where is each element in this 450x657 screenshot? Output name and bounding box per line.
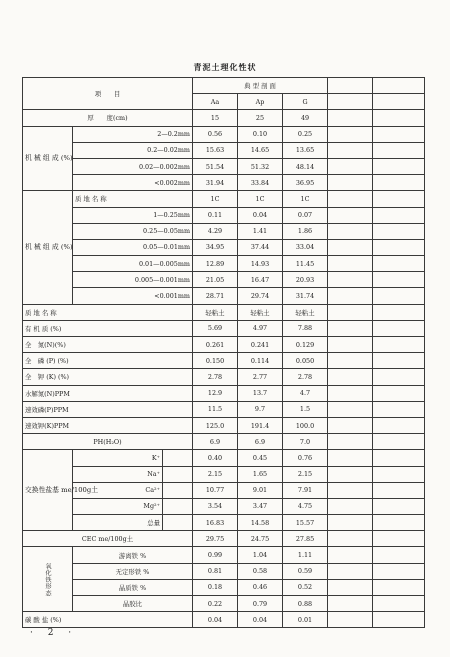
blank-cell xyxy=(373,239,425,255)
blank-cell xyxy=(328,78,373,94)
blank-cell xyxy=(373,547,425,563)
blank-cell xyxy=(328,385,373,401)
row-label: K⁺ xyxy=(73,450,163,466)
header-profile: 典 型 剖 面 xyxy=(193,78,328,94)
value-g: 0.129 xyxy=(283,337,328,353)
blank-cell xyxy=(328,369,373,385)
value-ap: 轻粘土 xyxy=(238,304,283,320)
table-row xyxy=(23,466,425,482)
table-row xyxy=(23,369,425,385)
row-label: 0.2—0.02mm xyxy=(73,142,193,158)
row-label: 2—0.2mm xyxy=(73,126,193,142)
blank-cell xyxy=(328,515,373,531)
blank-cell xyxy=(373,531,425,547)
value-g: 4.7 xyxy=(283,385,328,401)
row-label: 全 磷 (P) (%) xyxy=(23,353,193,369)
row-label: 全 氮(N)(%) xyxy=(23,337,193,353)
value-aa: 15 xyxy=(193,110,238,126)
value-g: 49 xyxy=(283,110,328,126)
value-aa: 0.150 xyxy=(193,353,238,369)
value-aa: 0.99 xyxy=(193,547,238,563)
row-label: 速效磷(P)PPM xyxy=(23,401,193,417)
value-aa: 12.89 xyxy=(193,256,238,272)
blank-cell xyxy=(328,256,373,272)
value-aa: 31.94 xyxy=(193,175,238,191)
blank-cell xyxy=(373,579,425,595)
value-ap: 1C xyxy=(238,191,283,207)
value-aa: 0.22 xyxy=(193,596,238,612)
value-g: 36.95 xyxy=(283,175,328,191)
table-row xyxy=(23,563,425,579)
value-ap: 0.241 xyxy=(238,337,283,353)
value-g: 7.0 xyxy=(283,434,328,450)
value-ap: 0.46 xyxy=(238,579,283,595)
blank-cell xyxy=(373,401,425,417)
blank-cell xyxy=(373,466,425,482)
blank-cell xyxy=(163,466,193,482)
blank-cell xyxy=(373,158,425,174)
value-ap: 1.41 xyxy=(238,223,283,239)
value-ap: 14.58 xyxy=(238,515,283,531)
value-ap: 1.04 xyxy=(238,547,283,563)
row-label: 1—0.25mm xyxy=(73,207,193,223)
value-aa: 5.69 xyxy=(193,320,238,336)
blank-cell xyxy=(328,596,373,612)
blank-cell xyxy=(373,272,425,288)
value-g: 0.25 xyxy=(283,126,328,142)
value-g: 2.15 xyxy=(283,466,328,482)
table-row xyxy=(23,579,425,595)
row-label: Mg²⁺ xyxy=(73,498,163,514)
row-label: 速效钾(K)PPM xyxy=(23,417,193,433)
blank-cell xyxy=(373,320,425,336)
row-label: 晶胶比 xyxy=(73,596,193,612)
blank-cell xyxy=(328,207,373,223)
blank-cell xyxy=(328,417,373,433)
blank-cell xyxy=(373,256,425,272)
table-row xyxy=(23,612,425,628)
blank-cell xyxy=(373,498,425,514)
profile-ap: Ap xyxy=(238,94,283,110)
table-row xyxy=(23,142,425,158)
blank-cell xyxy=(373,304,425,320)
row-label: 0.25—0.05mm xyxy=(73,223,193,239)
blank-cell xyxy=(328,498,373,514)
group-mechanical-2: 机 械 组 成 (%) xyxy=(23,191,73,304)
value-g: 100.0 xyxy=(283,417,328,433)
value-g: 7.91 xyxy=(283,482,328,498)
table-row xyxy=(23,450,425,466)
blank-cell xyxy=(163,482,193,498)
row-label: 晶质铁 % xyxy=(73,579,193,595)
value-g: 0.01 xyxy=(283,612,328,628)
table-row xyxy=(23,531,425,547)
value-ap: 37.44 xyxy=(238,239,283,255)
row-label: 水解氮(N)PPM xyxy=(23,385,193,401)
blank-cell xyxy=(373,78,425,94)
blank-cell xyxy=(328,175,373,191)
blank-cell xyxy=(373,482,425,498)
table-row xyxy=(23,207,425,223)
value-ap: 0.114 xyxy=(238,353,283,369)
value-ap: 24.75 xyxy=(238,531,283,547)
row-label: Na⁺ xyxy=(73,466,163,482)
page-number: · 2 · xyxy=(30,628,78,638)
blank-cell xyxy=(328,579,373,595)
table-row xyxy=(23,191,425,207)
table-row xyxy=(23,110,425,126)
blank-cell xyxy=(328,531,373,547)
value-g: 27.85 xyxy=(283,531,328,547)
row-label: 0.005—0.001mm xyxy=(73,272,193,288)
value-ap: 2.77 xyxy=(238,369,283,385)
value-aa: 0.04 xyxy=(193,612,238,628)
blank-cell xyxy=(328,239,373,255)
table-row xyxy=(23,596,425,612)
value-ap: 3.47 xyxy=(238,498,283,514)
value-g: 轻粘土 xyxy=(283,304,328,320)
value-ap: 29.74 xyxy=(238,288,283,304)
row-label: 碳 酸 盐 (%) xyxy=(23,612,193,628)
blank-cell xyxy=(328,450,373,466)
value-g: 0.07 xyxy=(283,207,328,223)
blank-cell xyxy=(373,223,425,239)
blank-cell xyxy=(328,401,373,417)
value-ap: 33.84 xyxy=(238,175,283,191)
value-ap: 0.04 xyxy=(238,207,283,223)
blank-cell xyxy=(373,612,425,628)
blank-cell xyxy=(373,385,425,401)
blank-cell xyxy=(328,191,373,207)
blank-cell xyxy=(373,142,425,158)
table-row xyxy=(23,304,425,320)
blank-cell xyxy=(328,158,373,174)
value-ap: 0.58 xyxy=(238,563,283,579)
value-aa: 0.11 xyxy=(193,207,238,223)
value-g: 0.52 xyxy=(283,579,328,595)
value-g: 0.88 xyxy=(283,596,328,612)
row-label: 厚 度(cm) xyxy=(23,110,193,126)
blank-cell xyxy=(328,142,373,158)
value-g: 20.93 xyxy=(283,272,328,288)
value-ap: 14.93 xyxy=(238,256,283,272)
value-g: 13.65 xyxy=(283,142,328,158)
value-g: 31.74 xyxy=(283,288,328,304)
table-row xyxy=(23,417,425,433)
row-label: Ca²⁺ xyxy=(73,482,163,498)
blank-cell xyxy=(328,337,373,353)
blank-cell xyxy=(373,110,425,126)
value-g: 11.45 xyxy=(283,256,328,272)
soil-properties-table xyxy=(22,77,425,628)
row-label: <0.001mm xyxy=(73,288,193,304)
value-aa: 34.95 xyxy=(193,239,238,255)
page-title: 青泥土理化性状 xyxy=(193,62,257,72)
row-label: PH(H₂O) xyxy=(23,434,193,450)
value-ap: 14.65 xyxy=(238,142,283,158)
blank-cell xyxy=(373,450,425,466)
value-aa: 2.78 xyxy=(193,369,238,385)
blank-cell xyxy=(163,450,193,466)
blank-cell xyxy=(328,304,373,320)
value-aa: 6.9 xyxy=(193,434,238,450)
table-row xyxy=(23,158,425,174)
value-ap: 0.45 xyxy=(238,450,283,466)
value-aa: 12.9 xyxy=(193,385,238,401)
value-aa: 0.18 xyxy=(193,579,238,595)
blank-cell xyxy=(373,337,425,353)
row-label: <0.002mm xyxy=(73,175,193,191)
row-label: 有 机 质 (%) xyxy=(23,320,193,336)
value-aa: 15.63 xyxy=(193,142,238,158)
row-label: 全 钾 (K) (%) xyxy=(23,369,193,385)
table-row xyxy=(23,320,425,336)
blank-cell xyxy=(373,94,425,110)
blank-cell xyxy=(328,223,373,239)
value-ap: 16.47 xyxy=(238,272,283,288)
value-aa: 3.54 xyxy=(193,498,238,514)
value-g: 0.050 xyxy=(283,353,328,369)
blank-cell xyxy=(373,369,425,385)
group-iron-oxide: 氧化铁形态 xyxy=(23,547,73,612)
blank-cell xyxy=(373,126,425,142)
header-row-1 xyxy=(23,78,425,94)
blank-cell xyxy=(373,417,425,433)
blank-cell xyxy=(373,191,425,207)
blank-cell xyxy=(328,94,373,110)
blank-cell xyxy=(373,207,425,223)
value-g: 0.59 xyxy=(283,563,328,579)
value-ap: 1.65 xyxy=(238,466,283,482)
value-g: 1.11 xyxy=(283,547,328,563)
table-row xyxy=(23,515,425,531)
table-row xyxy=(23,498,425,514)
table-row xyxy=(23,353,425,369)
blank-cell xyxy=(373,563,425,579)
table-row xyxy=(23,175,425,191)
value-ap: 0.10 xyxy=(238,126,283,142)
value-aa: 轻粘土 xyxy=(193,304,238,320)
value-ap: 9.01 xyxy=(238,482,283,498)
value-g: 1.86 xyxy=(283,223,328,239)
value-aa: 125.0 xyxy=(193,417,238,433)
value-aa: 51.54 xyxy=(193,158,238,174)
blank-cell xyxy=(328,110,373,126)
value-aa: 2.15 xyxy=(193,466,238,482)
blank-cell xyxy=(373,175,425,191)
header-item: 项 目 xyxy=(23,78,193,110)
value-g: 0.76 xyxy=(283,450,328,466)
value-g: 4.75 xyxy=(283,498,328,514)
value-aa: 28.71 xyxy=(193,288,238,304)
value-aa: 0.261 xyxy=(193,337,238,353)
blank-cell xyxy=(163,498,193,514)
blank-cell xyxy=(328,353,373,369)
table-row xyxy=(23,223,425,239)
row-label: 总量 xyxy=(73,515,163,531)
blank-cell xyxy=(328,563,373,579)
blank-cell xyxy=(373,515,425,531)
table-row xyxy=(23,239,425,255)
table-row xyxy=(23,385,425,401)
blank-cell xyxy=(373,434,425,450)
value-g: 1C xyxy=(283,191,328,207)
table-row xyxy=(23,288,425,304)
blank-cell xyxy=(328,612,373,628)
blank-cell xyxy=(373,288,425,304)
blank-cell xyxy=(163,515,193,531)
profile-g: G xyxy=(283,94,328,110)
value-g: 1.5 xyxy=(283,401,328,417)
value-ap: 13.7 xyxy=(238,385,283,401)
value-g: 33.04 xyxy=(283,239,328,255)
value-ap: 51.32 xyxy=(238,158,283,174)
row-label: 0.05—0.01mm xyxy=(73,239,193,255)
row-label: 0.01—0.005mm xyxy=(73,256,193,272)
value-aa: 0.81 xyxy=(193,563,238,579)
table-row xyxy=(23,256,425,272)
blank-cell xyxy=(328,126,373,142)
table-row xyxy=(23,126,425,142)
value-aa: 10.77 xyxy=(193,482,238,498)
blank-cell xyxy=(328,547,373,563)
value-aa: 29.75 xyxy=(193,531,238,547)
value-ap: 6.9 xyxy=(238,434,283,450)
group-exchangeable-bases: 交换性盐基 me/100g土 xyxy=(23,450,73,531)
blank-cell xyxy=(328,434,373,450)
value-ap: 0.04 xyxy=(238,612,283,628)
blank-cell xyxy=(328,272,373,288)
row-label: 0.02—0.002mm xyxy=(73,158,193,174)
group-mechanical-1: 机 械 组 成 (%) xyxy=(23,126,73,191)
value-g: 48.14 xyxy=(283,158,328,174)
value-ap: 191.4 xyxy=(238,417,283,433)
value-aa: 16.83 xyxy=(193,515,238,531)
value-ap: 9.7 xyxy=(238,401,283,417)
table-row xyxy=(23,272,425,288)
value-g: 2.78 xyxy=(283,369,328,385)
blank-cell xyxy=(328,320,373,336)
table-row xyxy=(23,337,425,353)
value-aa: 4.29 xyxy=(193,223,238,239)
value-ap: 4.97 xyxy=(238,320,283,336)
table-row xyxy=(23,401,425,417)
table-row xyxy=(23,547,425,563)
row-label: 质 地 名 称 xyxy=(23,304,193,320)
value-g: 15.57 xyxy=(283,515,328,531)
blank-cell xyxy=(328,466,373,482)
row-label: CEC me/100g土 xyxy=(23,531,193,547)
value-aa: 1C xyxy=(193,191,238,207)
blank-cell xyxy=(373,353,425,369)
value-ap: 25 xyxy=(238,110,283,126)
value-aa: 21.05 xyxy=(193,272,238,288)
value-aa: 0.56 xyxy=(193,126,238,142)
blank-cell xyxy=(328,288,373,304)
value-ap: 0.79 xyxy=(238,596,283,612)
blank-cell xyxy=(328,482,373,498)
row-label: 无定形铁 % xyxy=(73,563,193,579)
profile-aa: Aa xyxy=(193,94,238,110)
blank-cell xyxy=(373,596,425,612)
row-label: 游离铁 % xyxy=(73,547,193,563)
table-row xyxy=(23,434,425,450)
row-label: 质 地 名 称 xyxy=(73,191,193,207)
value-aa: 11.5 xyxy=(193,401,238,417)
value-aa: 0.40 xyxy=(193,450,238,466)
value-g: 7.88 xyxy=(283,320,328,336)
